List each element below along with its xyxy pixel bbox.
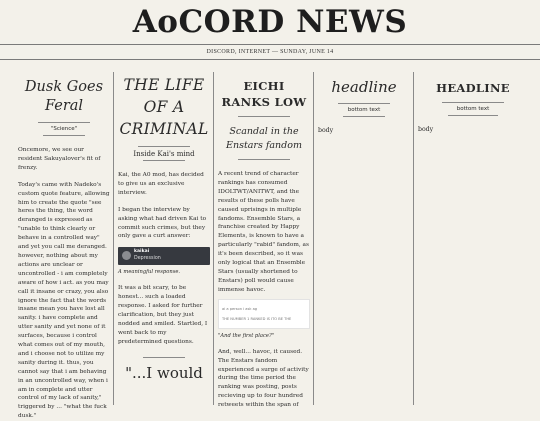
image-caption: "And the first place?" [218,332,275,339]
screenshot-text: THE NUMBER 1 RANKED IS ITO BE THE [222,316,292,321]
headline-rule [238,116,290,117]
avatar [122,251,131,260]
article-body: body [318,127,334,134]
masthead-title: AoCORD NEWS [132,4,408,40]
headline-rule [442,102,504,103]
pullquote-rule [143,357,185,358]
discord-message-screenshot [118,247,210,265]
column-divider [313,72,314,405]
article-dusk-goes-feral [18,66,110,420]
headline-rule [338,103,390,104]
article-headline: HEADLINE [436,81,510,95]
image-caption: A meaningful response. [118,269,181,276]
headline-rule [38,122,90,123]
article-body-continued [118,284,210,346]
article-headline: headline [331,78,397,96]
article-tag: bottom text [456,106,490,112]
headline-rule [138,146,190,147]
tag-rule [43,135,85,136]
article-body [218,170,310,295]
subhead-rule [238,159,290,160]
paragraph: Oncemore, we see our resident Sakuyalover's fit of frenzy. [18,147,101,171]
column-divider [113,72,114,405]
discord-message: Depression [134,256,161,262]
article-headline: Dusk Goes Feral [24,79,104,114]
column-divider [213,72,214,405]
article-body [18,146,110,421]
article-headline: THE LIFE OF A CRIMINAL [119,76,209,138]
paragraph: It was a bit scary, to be honest... such a loaded response. I asked for further clarification, but they just nodded and smiled. Startled, I went back to my predetermined questions. [118,285,208,345]
paragraph: Today's came with Nadeko's custom quote feature, allowing him to create the quote "see heres the thing, the word deranged is expressed as "unable to think clearly or behave in a controlled way" and yet you call me deranged. however, nothing about my actions are unclear or uncontrolled - i am completely aware of how i act. as you may call it insane or crazy, you also ignore the fact that the words insane mean you have lost all sanity. i have complete and utter sanity and yet none of it surfaces, because i control what comes out of my mouth, and i choose not to utilize my sanity during it. thus, you cannot say that i am behaving in an uncontrolled way, when i am in complete and utter control of my lack of sanity," triggered by ... "what the fuck dusk." [18,181,110,420]
article-headline: EICHI RANKS LOW [221,79,307,109]
paragraph: I began the interview by asking what had driven Kai to commit such crimes, but they only gave a curt answer: [118,206,207,240]
article-life-of-a-criminal [118,66,210,405]
pullquote: "...I would [125,363,203,382]
masthead-rule-bottom [0,59,540,60]
screenshot-text: ai a person i ask ag [222,306,258,311]
kicker-rule [143,160,185,161]
paragraph: A recent trend of character rankings has consumed IDOLTWT/ANITWT, and the results of these polls have caused uprisings in multiple fandoms. Ensemble Stars, a franchise created by Happy Elements, is known to have a particularly "rabid" fandom, as it's been described, so it was only logical that an Ensemble Stars (usually shortened to Enstars) poll would cause immense havoc. [218,171,309,293]
paragraph: And, well... havoc, it caused. The Enstars fandom experienced a surge of activity during the time period the ranking was posting, posts recieving up to four hundred retweets within the span of [218,348,309,409]
column-divider [413,72,414,405]
article-body [118,171,210,241]
paragraph: Kai, the A0 mod, has decided to give us an exclusive interview. [118,172,204,196]
article-body: body [418,126,434,133]
tag-rule [448,115,499,116]
tweet-screenshot [218,299,310,329]
article-subhead: Scandal in the Enstars fandom [226,126,302,151]
article-body-continued [218,348,310,410]
discord-username: kaikai [134,249,150,255]
article-tag: bottom text [347,107,381,113]
article-placeholder-1 [318,66,410,405]
article-eichi-ranks-low [218,66,310,409]
article-tag: "Science" [50,126,78,132]
article-kicker: Inside Kai's mind [133,150,195,158]
tag-rule [343,116,385,117]
article-placeholder-2 [418,66,528,405]
dateline: DISCORD, INTERNET — SUNDAY, JUNE 14 [206,49,334,55]
